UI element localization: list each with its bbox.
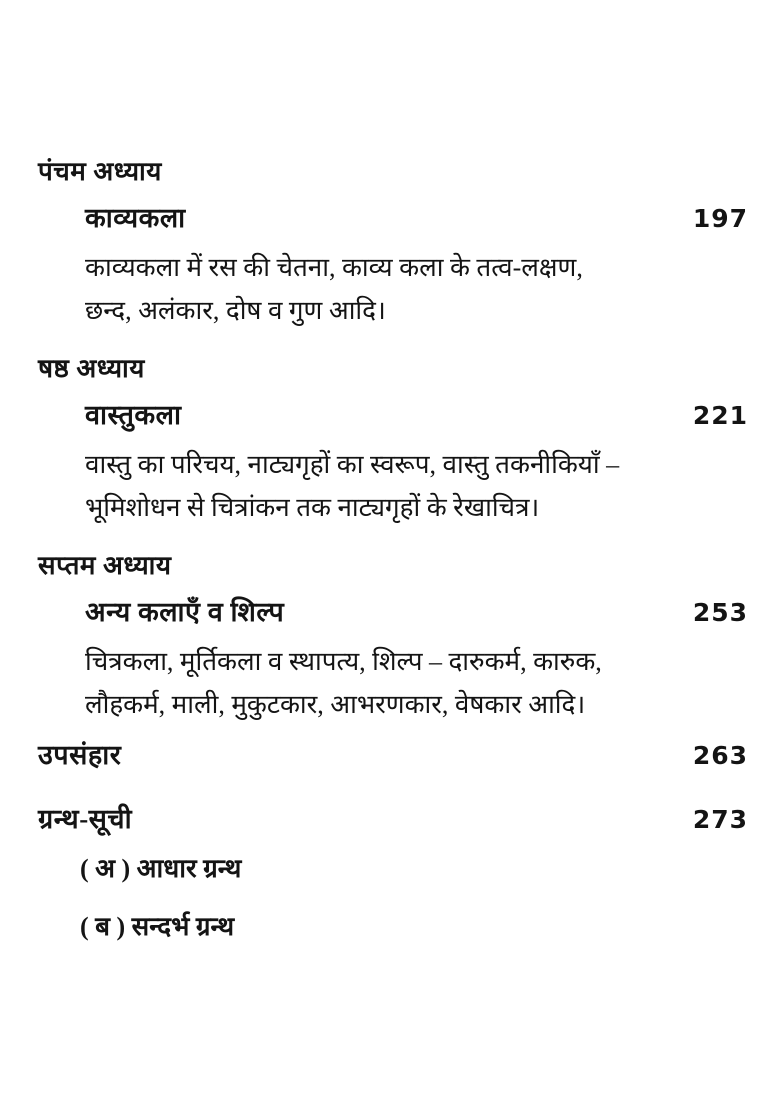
toc-entry-row <box>38 595 748 630</box>
page-number: 263 <box>692 741 748 770</box>
entry-description <box>38 640 748 726</box>
description-line: छन्द, अलंकार, दोष व गुण आदि। <box>85 296 386 325</box>
entry-title: वास्तुकला <box>85 400 182 430</box>
entry-description <box>38 246 748 332</box>
page-number: 253 <box>692 598 748 627</box>
chapter-heading: सप्तम अध्याय <box>38 551 172 580</box>
toc-section-chapter-6 <box>38 352 748 529</box>
description-line: लौहकर्म, माली, मुकुटकार, आभरणकार, वेषकार आदि। <box>85 690 586 719</box>
entry-title: काव्यकला <box>85 203 186 233</box>
toc-entry-row <box>38 201 748 236</box>
entry-title: उपसंहार <box>38 740 122 770</box>
page-number: 197 <box>692 204 748 233</box>
description-line: वास्तु का परिचय, नाट्यगृहों का स्वरूप, वास्तु तकनीकियाँ – <box>85 450 620 479</box>
toc-section-chapter-5 <box>38 155 748 332</box>
page-number: 221 <box>692 401 748 430</box>
bibliography-subentry-b: ( ब ) सन्दर्भ ग्रन्थ <box>80 912 235 941</box>
bibliography-subentry-a: ( अ ) आधार ग्रन्थ <box>80 854 242 883</box>
toc-section-chapter-7 <box>38 549 748 726</box>
entry-description <box>38 443 748 529</box>
toc-entry-bibliography <box>38 802 748 837</box>
description-line: भूमिशोधन से चित्रांकन तक नाट्यगृहों के रेखाचित्र। <box>85 493 540 522</box>
page-number: 273 <box>692 805 748 834</box>
chapter-heading: पंचम अध्याय <box>38 157 162 186</box>
description-line: चित्रकला, मूर्तिकला व स्थापत्य, शिल्प – दारुकर्म, कारुक, <box>85 647 602 676</box>
chapter-heading: षष्ठ अध्याय <box>38 354 145 383</box>
description-line: काव्यकला में रस की चेतना, काव्य कला के तत्व-लक्षण, <box>85 253 583 282</box>
entry-title: अन्य कलाएँ व शिल्प <box>85 597 285 627</box>
toc-entry-row <box>38 398 748 433</box>
toc-entry-conclusion <box>38 738 748 773</box>
entry-title: ग्रन्थ-सूची <box>38 804 133 834</box>
